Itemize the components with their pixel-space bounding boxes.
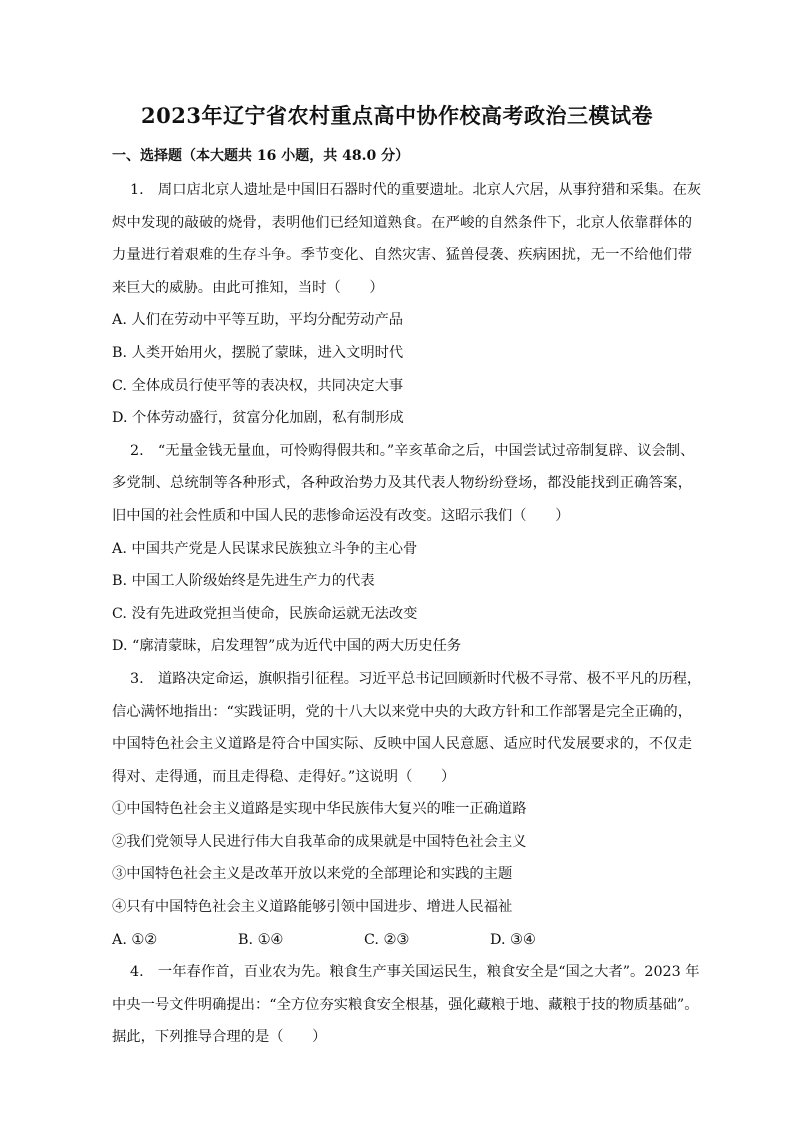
choice-row [112, 924, 692, 957]
question-3 [112, 663, 702, 956]
question-line: 烬中发现的敲破的烧骨，表明他们已经知道熟食。在严峻的自然条件下，北京人依靠群体的 [112, 214, 692, 231]
question-line: 中央一号文件明确提出：“全方位夯实粮食安全根基，强化藏粮于地、藏粮于技的物质基础”。 [112, 996, 699, 1013]
question-line: 3. 道路决定命运，旗帜指引征程。习近平总书记回顾新时代极不寻常、极不平凡的历程， [130, 670, 702, 687]
question-2 [112, 435, 695, 663]
page-title: 2023年辽宁省农村重点高中协作校高考政治三模试卷 [141, 103, 653, 128]
choice-b: B. ①④ [238, 931, 284, 948]
option-d: D. “廓清蒙昧，启发理智”成为近代中国的两大历史任务 [112, 638, 462, 655]
option-d: D. 个体劳动盛行，贫富分化加剧，私有制形成 [112, 410, 404, 427]
option-a: A. 中国共产党是人民谋求民族独立斗争的主心骨 [112, 540, 418, 557]
question-line: 多党制、总统制等各种形式，各种政治势力及其代表人物纷纷登场，都没能找到正确答案， [112, 475, 692, 492]
choice-a: A. ①② [112, 931, 158, 948]
option-c: C. 没有先进政党担当使命，民族命运就无法改变 [112, 605, 418, 622]
question-line: 旧中国的社会性质和中国人民的悲惨命运没有改变。这昭示我们（ ） [112, 507, 570, 524]
choice-c: C. ②③ [364, 931, 410, 948]
question-line: 得对、走得通，而且走得稳、走得好。”这说明（ ） [112, 768, 456, 785]
statement-2: ②我们党领导人民进行伟大自我革命的成果就是中国特色社会主义 [112, 833, 527, 850]
statement-1: ①中国特色社会主义道路是实现中华民族伟大复兴的唯一正确道路 [112, 801, 527, 818]
option-b: B. 人类开始用火，摆脱了蒙昧，进入文明时代 [112, 344, 404, 361]
question-line: 据此，下列推导合理的是（ ） [112, 1029, 327, 1046]
statement-3: ③中国特色社会主义是改革开放以来党的全部理论和实践的主题 [112, 866, 513, 883]
question-line: 1. 周口店北京人遗址是中国旧石器时代的重要遗址。北京人穴居，从事狩猎和采集。在灰 [130, 182, 702, 198]
question-line: 中国特色社会主义道路是符合中国实际、反映中国人民意愿、适应时代发展要求的，不仅走 [112, 736, 692, 753]
question-line: 力量进行着艰难的生存斗争。季节变化、自然灾害、猛兽侵袭、疾病困扰，无一不给他们带 [112, 247, 692, 264]
question-line: 信心满怀地指出：“实践证明，党的十八大以来党中央的大政方针和工作部署是完全正确的， [112, 703, 692, 720]
question-line: 来巨大的威胁。由此可推知，当时（ ） [112, 279, 384, 296]
question-line: 4. 一年春作首，百业农为先。粮食生产事关国运民生，粮食安全是“国之大者”。2023 年 [130, 964, 700, 981]
question-list [112, 174, 702, 1054]
question-1 [112, 174, 702, 435]
statement-4: ④只有中国特色社会主义道路能够引领中国进步、增进人民福祉 [112, 899, 513, 916]
option-a: A. 人们在劳动中平等互助，平均分配劳动产品 [112, 312, 404, 329]
question-line: 2. “无量金钱无量血，可怜购得假共和。”辛亥革命之后，中国尝试过帝制复辟、议会制、 [130, 442, 695, 459]
section-heading: 一、选择题（本大题共 16 小题，共 48.0 分） [112, 148, 410, 164]
choice-d: D. ③④ [490, 931, 536, 948]
option-c: C. 全体成员行使平等的表决权，共同决定大事 [112, 377, 404, 394]
question-4 [112, 956, 700, 1054]
option-b: B. 中国工人阶级始终是先进生产力的代表 [112, 573, 375, 590]
